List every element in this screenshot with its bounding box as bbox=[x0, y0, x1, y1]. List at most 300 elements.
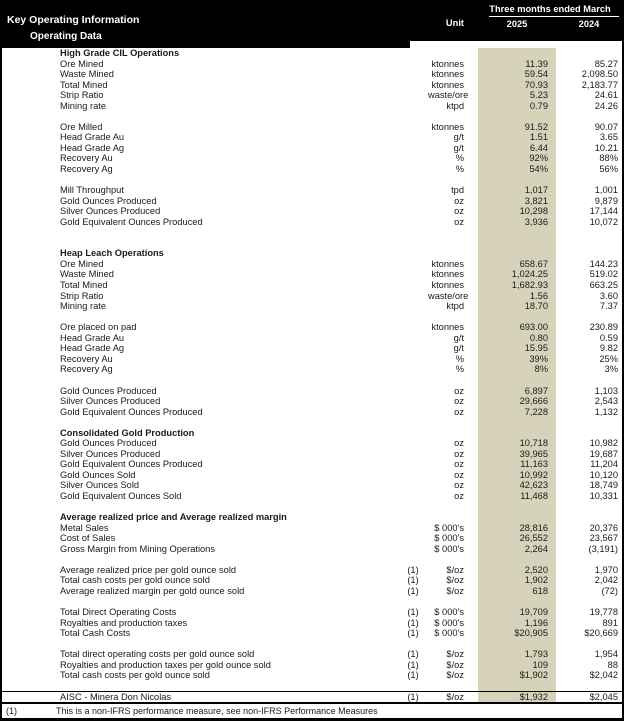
table-row bbox=[2, 670, 622, 681]
unit-cell bbox=[428, 312, 478, 323]
footnote-ref bbox=[398, 101, 428, 112]
unit-cell: g/t bbox=[453, 142, 464, 153]
footnote-ref: (1) bbox=[407, 617, 419, 628]
value-2025-cell: 1,024.25 bbox=[478, 269, 556, 280]
unit-cell: $ 000's bbox=[434, 533, 464, 544]
spacer-row bbox=[2, 417, 622, 428]
footnote-ref bbox=[398, 291, 428, 302]
unit-cell bbox=[428, 512, 478, 523]
value-2025-cell: 91.52 bbox=[478, 122, 556, 133]
row-label: Total Direct Operating Costs bbox=[60, 606, 177, 617]
footnote-text: This is a non-IFRS performance measure, see non-IFRS Performance Measures bbox=[56, 705, 378, 716]
value-2025-cell: 70.93 bbox=[478, 80, 556, 91]
spacer-row bbox=[2, 502, 622, 513]
value-2025-cell: 7,228 bbox=[478, 407, 556, 418]
value-2024-cell bbox=[556, 596, 622, 607]
unit-cell bbox=[428, 639, 478, 650]
table-row bbox=[2, 491, 622, 502]
table-row bbox=[2, 153, 622, 164]
unit-cell: % bbox=[455, 353, 464, 364]
row-label bbox=[2, 502, 398, 513]
footnote-ref bbox=[398, 396, 428, 407]
unit-cell bbox=[428, 48, 478, 59]
table-row bbox=[2, 533, 622, 544]
table-row bbox=[2, 143, 622, 154]
table-row bbox=[2, 322, 622, 333]
unit-cell: $/oz bbox=[446, 564, 464, 575]
value-2024-cell bbox=[556, 312, 622, 323]
value-2025-cell: 5.23 bbox=[478, 90, 556, 101]
footnote-ref bbox=[398, 132, 428, 143]
row-label: Silver Ounces Sold bbox=[60, 480, 140, 491]
unit-cell bbox=[428, 554, 478, 565]
value-2025-cell: 92% bbox=[478, 153, 556, 164]
footnote-ref bbox=[398, 122, 428, 133]
unit-cell: $/oz bbox=[446, 585, 464, 596]
value-2024-cell: 230.89 bbox=[589, 322, 618, 333]
row-label: Metal Sales bbox=[60, 522, 109, 533]
footnote-ref bbox=[398, 301, 428, 312]
value-2024-cell: 3.60 bbox=[599, 290, 618, 301]
value-2025-cell bbox=[478, 227, 556, 238]
value-2025-cell: 54% bbox=[478, 164, 556, 175]
row-label: Silver Ounces Produced bbox=[60, 396, 161, 407]
value-2025-cell bbox=[478, 248, 556, 259]
header-notch bbox=[410, 41, 622, 48]
footnote-ref bbox=[398, 544, 428, 555]
footnote-ref: (1) bbox=[407, 575, 419, 586]
value-2024-cell bbox=[556, 681, 622, 692]
unit-cell: oz bbox=[454, 469, 464, 480]
unit-cell bbox=[428, 375, 478, 386]
footnote-ref bbox=[398, 196, 428, 207]
footnote-ref bbox=[398, 322, 428, 333]
value-2025-cell: 2,264 bbox=[478, 544, 556, 555]
section-header-row bbox=[2, 512, 622, 523]
spacer-row bbox=[2, 681, 622, 692]
table-row bbox=[2, 217, 622, 228]
value-2025-cell bbox=[478, 502, 556, 513]
table-row bbox=[2, 565, 622, 576]
footnote-ref bbox=[398, 428, 428, 439]
row-label bbox=[2, 596, 398, 607]
value-2025-cell: 42,623 bbox=[478, 480, 556, 491]
row-label: Gold Equivalent Ounces Sold bbox=[60, 490, 182, 501]
row-label: Average realized price and Average realized margin bbox=[60, 512, 287, 523]
unit-cell bbox=[428, 227, 478, 238]
value-2024-cell: 1,001 bbox=[594, 185, 618, 196]
value-2024-cell: 144.23 bbox=[589, 258, 618, 269]
table-row bbox=[2, 364, 622, 375]
table-row bbox=[2, 523, 622, 534]
unit-cell: ktonnes bbox=[431, 269, 464, 280]
table-row bbox=[2, 90, 622, 101]
value-2025-cell: 109 bbox=[478, 660, 556, 671]
value-2024-cell: 1,970 bbox=[594, 564, 618, 575]
table-row bbox=[2, 291, 622, 302]
unit-cell: $/oz bbox=[446, 670, 464, 681]
spacer-row bbox=[2, 111, 622, 122]
row-label: Royalties and production taxes bbox=[60, 617, 188, 628]
footnote-ref bbox=[398, 554, 428, 565]
value-2024-cell: 2,098.50 bbox=[581, 69, 618, 80]
value-2024-cell: 10,072 bbox=[589, 216, 618, 227]
value-2025-cell: 19,709 bbox=[478, 607, 556, 618]
operating-data-table bbox=[2, 48, 622, 702]
row-label: Cost of Sales bbox=[60, 533, 116, 544]
value-2025-cell: 2,520 bbox=[478, 565, 556, 576]
value-2024-cell bbox=[556, 512, 622, 523]
footnote-ref bbox=[398, 280, 428, 291]
unit-cell: oz bbox=[454, 195, 464, 206]
footnote-ref bbox=[398, 69, 428, 80]
row-label: Mining rate bbox=[60, 301, 106, 312]
value-2024-cell bbox=[556, 111, 622, 122]
value-2025-cell bbox=[478, 375, 556, 386]
row-label: Gold Equivalent Ounces Produced bbox=[60, 406, 203, 417]
value-2025-cell: 15.95 bbox=[478, 343, 556, 354]
table-row bbox=[2, 396, 622, 407]
footnote-ref bbox=[398, 449, 428, 460]
value-2025-cell: 59.54 bbox=[478, 69, 556, 80]
unit-cell: ktonnes bbox=[431, 121, 464, 132]
unit-cell: oz bbox=[454, 406, 464, 417]
value-2025-cell: 1.56 bbox=[478, 291, 556, 302]
value-2025-cell: 1,902 bbox=[478, 575, 556, 586]
row-label: Gold Ounces Produced bbox=[60, 438, 157, 449]
table-row bbox=[2, 386, 622, 397]
value-2024-cell: $2,042 bbox=[589, 670, 618, 681]
value-2025-cell: 39% bbox=[478, 354, 556, 365]
row-label: Gold Equivalent Ounces Produced bbox=[60, 459, 203, 470]
section-header-row bbox=[2, 48, 622, 59]
table-row bbox=[2, 449, 622, 460]
row-label: Recovery Ag bbox=[60, 364, 113, 375]
value-2024-cell: (72) bbox=[601, 585, 618, 596]
row-label bbox=[2, 111, 398, 122]
spacer-row bbox=[2, 175, 622, 186]
value-2024-cell: 1,954 bbox=[594, 649, 618, 660]
footnote-ref bbox=[398, 502, 428, 513]
value-2024-cell bbox=[556, 554, 622, 565]
table-row bbox=[2, 586, 622, 597]
footnote-ref: (1) bbox=[407, 585, 419, 596]
value-2025-cell bbox=[478, 48, 556, 59]
row-label: Gross Margin from Mining Operations bbox=[60, 543, 216, 554]
row-label: Consolidated Gold Production bbox=[60, 427, 195, 438]
unit-cell bbox=[428, 502, 478, 513]
footnote-ref bbox=[398, 438, 428, 449]
unit-cell: $/oz bbox=[446, 692, 464, 703]
value-2025-cell: 1,196 bbox=[478, 618, 556, 629]
unit-cell bbox=[428, 248, 478, 259]
value-2024-cell: 1,103 bbox=[594, 385, 618, 396]
footnote-ref: (1) bbox=[407, 564, 419, 575]
unit-cell: ktonnes bbox=[431, 69, 464, 80]
table-row bbox=[2, 122, 622, 133]
report-header bbox=[2, 1, 622, 48]
row-label: Silver Ounces Produced bbox=[60, 206, 161, 217]
value-2024-cell: 19,778 bbox=[589, 606, 618, 617]
unit-cell: ktonnes bbox=[431, 280, 464, 291]
footnote-ref bbox=[398, 596, 428, 607]
value-2025-cell: 1,682.93 bbox=[478, 280, 556, 291]
unit-cell: $ 000's bbox=[434, 606, 464, 617]
footnote-ref bbox=[398, 248, 428, 259]
value-2025-cell: 26,552 bbox=[478, 533, 556, 544]
table-row bbox=[2, 132, 622, 143]
value-2025-cell bbox=[478, 175, 556, 186]
table-row bbox=[2, 259, 622, 270]
section-header-row bbox=[2, 428, 622, 439]
value-2025-cell: 8% bbox=[478, 364, 556, 375]
row-label: Head Grade Ag bbox=[60, 142, 125, 153]
value-2024-cell: 10,120 bbox=[589, 469, 618, 480]
row-label: Waste Mined bbox=[60, 269, 114, 280]
unit-cell: ktonnes bbox=[431, 58, 464, 69]
value-2024-cell: 2,042 bbox=[594, 575, 618, 586]
footnote-row bbox=[2, 702, 622, 718]
footnote-ref bbox=[398, 480, 428, 491]
value-2024-cell bbox=[556, 502, 622, 513]
footnote-ref bbox=[398, 48, 428, 59]
table-row bbox=[2, 691, 622, 702]
row-label: Silver Ounces Produced bbox=[60, 448, 161, 459]
value-2024-cell: 24.61 bbox=[594, 90, 618, 101]
footnote-ref bbox=[398, 111, 428, 122]
value-2025-cell: 10,718 bbox=[478, 438, 556, 449]
footnote-ref bbox=[398, 375, 428, 386]
footnote-ref bbox=[398, 533, 428, 544]
table-row bbox=[2, 101, 622, 112]
unit-cell: ktonnes bbox=[431, 79, 464, 90]
table-row bbox=[2, 59, 622, 70]
value-2024-cell: 19,687 bbox=[589, 448, 618, 459]
value-2024-cell: 88 bbox=[607, 659, 618, 670]
table-row bbox=[2, 354, 622, 365]
unit-cell bbox=[428, 175, 478, 186]
value-2024-cell: 18,749 bbox=[589, 480, 618, 491]
value-2025-cell: 1,017 bbox=[478, 185, 556, 196]
footnote-ref bbox=[398, 470, 428, 481]
value-2024-cell: 90.07 bbox=[594, 121, 618, 132]
spacer-row bbox=[2, 238, 622, 249]
row-label: Ore Mined bbox=[60, 58, 104, 69]
row-label: Gold Ounces Produced bbox=[60, 385, 157, 396]
table-row bbox=[2, 206, 622, 217]
footnote-ref bbox=[398, 80, 428, 91]
table-row bbox=[2, 343, 622, 354]
row-label: Total direct operating costs per gold ounce sold bbox=[60, 649, 255, 660]
value-2024-cell: 891 bbox=[602, 617, 618, 628]
value-2024-cell bbox=[556, 227, 622, 238]
row-label: High Grade CIL Operations bbox=[60, 48, 180, 58]
unit-cell: oz bbox=[454, 396, 464, 407]
row-label bbox=[2, 417, 398, 428]
value-2025-cell bbox=[478, 512, 556, 523]
spacer-row bbox=[2, 227, 622, 238]
row-label: Recovery Au bbox=[60, 353, 113, 364]
value-2024-cell: 85.27 bbox=[594, 58, 618, 69]
row-label bbox=[2, 554, 398, 565]
value-2024-cell: 9,879 bbox=[594, 195, 618, 206]
value-2024-cell: 519.02 bbox=[589, 269, 618, 280]
value-2025-cell bbox=[478, 312, 556, 323]
value-2025-cell bbox=[478, 111, 556, 122]
value-2025-cell bbox=[478, 238, 556, 249]
table-row bbox=[2, 69, 622, 80]
unit-cell: g/t bbox=[453, 332, 464, 343]
row-label: Waste Mined bbox=[60, 69, 114, 80]
unit-cell bbox=[428, 111, 478, 122]
table-row bbox=[2, 480, 622, 491]
row-label: Gold Equivalent Ounces Produced bbox=[60, 216, 203, 227]
unit-cell: $ 000's bbox=[434, 628, 464, 639]
period-underline bbox=[489, 16, 619, 17]
table-row bbox=[2, 301, 622, 312]
footnote-ref bbox=[398, 269, 428, 280]
value-2024-cell: 23,567 bbox=[589, 533, 618, 544]
table-row bbox=[2, 196, 622, 207]
footnote-ref bbox=[398, 491, 428, 502]
row-label: Mill Throughput bbox=[60, 185, 124, 196]
table-row bbox=[2, 470, 622, 481]
unit-cell: waste/ore bbox=[428, 290, 469, 301]
row-label: Ore placed on pad bbox=[60, 322, 137, 333]
table-row bbox=[2, 185, 622, 196]
footnote-ref: (1) bbox=[407, 649, 419, 660]
value-2025-cell: $1,932 bbox=[478, 692, 556, 702]
unit-cell bbox=[428, 428, 478, 439]
value-2025-cell: 1.51 bbox=[478, 132, 556, 143]
unit-cell: oz bbox=[454, 206, 464, 217]
value-2025-cell: 0.79 bbox=[478, 101, 556, 112]
footnote-ref bbox=[398, 681, 428, 692]
row-label: Ore Milled bbox=[60, 121, 103, 132]
row-label: Recovery Ag bbox=[60, 164, 113, 175]
section-header-row bbox=[2, 248, 622, 259]
row-label: Strip Ratio bbox=[60, 90, 104, 101]
unit-cell: % bbox=[455, 364, 464, 375]
value-2025-cell: 3,821 bbox=[478, 196, 556, 207]
value-2024-cell bbox=[556, 238, 622, 249]
value-2024-cell: 10,331 bbox=[589, 490, 618, 501]
spacer-row bbox=[2, 596, 622, 607]
row-label: Ore Mined bbox=[60, 258, 104, 269]
value-2024-cell: 10,982 bbox=[589, 438, 618, 449]
value-2025-cell bbox=[478, 596, 556, 607]
row-label: Mining rate bbox=[60, 100, 106, 111]
period-header: Three months ended March bbox=[489, 4, 611, 14]
row-label: AISC - Minera Don Nicolas bbox=[60, 692, 172, 702]
unit-cell: $/oz bbox=[446, 659, 464, 670]
value-2025-cell: 29,666 bbox=[478, 396, 556, 407]
footnote-ref: (1) bbox=[407, 606, 419, 617]
table-row bbox=[2, 438, 622, 449]
table-row bbox=[2, 649, 622, 660]
footnote-ref bbox=[398, 59, 428, 70]
unit-cell: ktpd bbox=[446, 301, 464, 312]
footnote-ref bbox=[398, 523, 428, 534]
unit-cell: oz bbox=[454, 385, 464, 396]
unit-column-header: Unit bbox=[445, 18, 464, 28]
footnote-ref bbox=[398, 143, 428, 154]
row-label: Total cash costs per gold ounce sold bbox=[60, 575, 210, 586]
spacer-row bbox=[2, 312, 622, 323]
table-row bbox=[2, 607, 622, 618]
unit-cell: ktpd bbox=[446, 100, 464, 111]
row-label: Royalties and production taxes per gold ounce sold bbox=[60, 659, 271, 670]
value-2025-cell: 1,793 bbox=[478, 649, 556, 660]
value-2025-cell: 6,897 bbox=[478, 386, 556, 397]
value-2025-cell: 3,936 bbox=[478, 217, 556, 228]
unit-cell: $ 000's bbox=[434, 617, 464, 628]
value-2024-cell: 1,132 bbox=[594, 406, 618, 417]
value-2024-cell bbox=[556, 175, 622, 186]
value-2024-cell: 9.82 bbox=[599, 343, 618, 354]
footnote-ref bbox=[398, 459, 428, 470]
value-2025-cell bbox=[478, 681, 556, 692]
footnote-ref bbox=[398, 153, 428, 164]
value-2024-cell: 2,543 bbox=[594, 396, 618, 407]
row-label: Head Grade Au bbox=[60, 132, 125, 143]
unit-cell: $ 000's bbox=[434, 522, 464, 533]
value-2024-cell: 7.37 bbox=[599, 301, 618, 312]
footnote-ref bbox=[398, 512, 428, 523]
value-2024-cell bbox=[556, 375, 622, 386]
value-2024-cell: 17,144 bbox=[589, 206, 618, 217]
row-label: Strip Ratio bbox=[60, 290, 104, 301]
value-2025-cell: 10,298 bbox=[478, 206, 556, 217]
unit-cell: $/oz bbox=[446, 649, 464, 660]
value-2024-cell: 3.65 bbox=[599, 132, 618, 143]
footnote-ref bbox=[398, 227, 428, 238]
unit-cell: oz bbox=[454, 216, 464, 227]
page-title: Key Operating Information bbox=[7, 14, 140, 26]
table-row bbox=[2, 459, 622, 470]
value-2025-cell: 39,965 bbox=[478, 449, 556, 460]
row-label: Heap Leach Operations bbox=[60, 248, 164, 259]
unit-cell: oz bbox=[454, 459, 464, 470]
footnote-ref bbox=[398, 386, 428, 397]
footnote-ref bbox=[398, 259, 428, 270]
unit-cell: oz bbox=[454, 480, 464, 491]
unit-cell bbox=[428, 417, 478, 428]
table-row bbox=[2, 280, 622, 291]
row-label bbox=[2, 375, 398, 386]
value-2024-cell: 663.25 bbox=[589, 280, 618, 291]
footnote-ref: (1) bbox=[407, 628, 419, 639]
value-2025-cell: 11,163 bbox=[478, 459, 556, 470]
unit-cell: waste/ore bbox=[428, 90, 469, 101]
row-label: Total Cash Costs bbox=[60, 628, 131, 639]
footnote-marker: (1) bbox=[6, 705, 17, 716]
footnote-ref bbox=[398, 206, 428, 217]
footnote-ref bbox=[398, 185, 428, 196]
footnote-ref bbox=[398, 407, 428, 418]
unit-cell bbox=[428, 238, 478, 249]
footnote-ref bbox=[398, 175, 428, 186]
value-2024-cell: 25% bbox=[599, 353, 618, 364]
footnote-ref bbox=[398, 364, 428, 375]
value-2025-cell: 11.39 bbox=[478, 59, 556, 70]
value-2024-cell: 56% bbox=[599, 164, 618, 175]
row-label bbox=[2, 639, 398, 650]
value-2025-cell: 18.70 bbox=[478, 301, 556, 312]
value-2025-cell: $20,905 bbox=[478, 628, 556, 639]
table-row bbox=[2, 333, 622, 344]
row-label: Recovery Au bbox=[60, 153, 113, 164]
